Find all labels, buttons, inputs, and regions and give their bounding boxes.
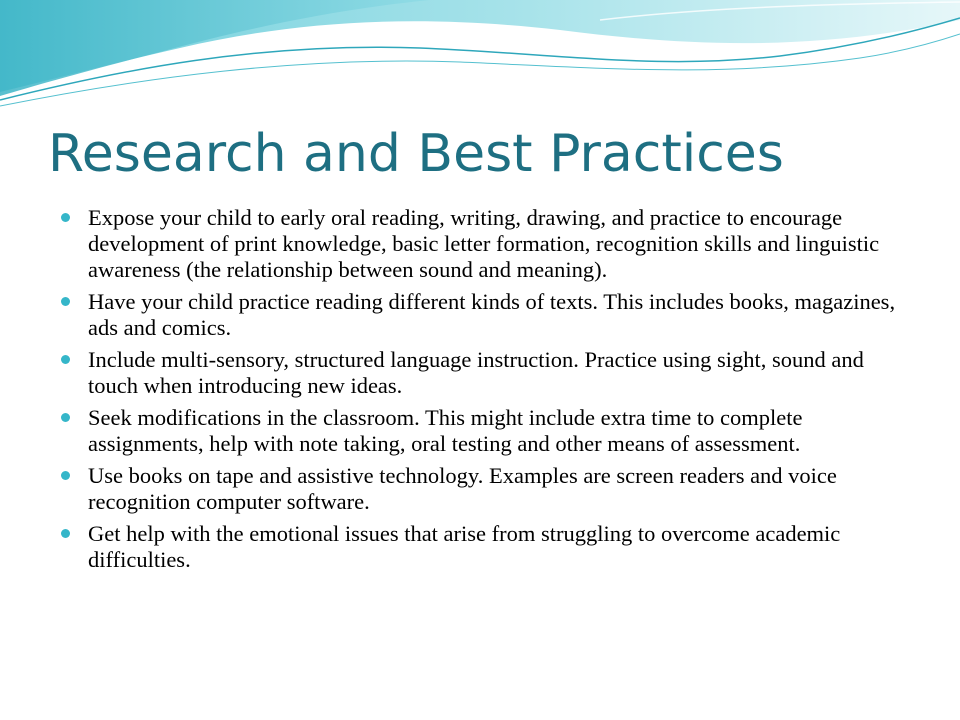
bullet-icon [61, 529, 70, 538]
bullet-text: Get help with the emotional issues that arise from struggling to overcome academic difficulties. [88, 521, 841, 572]
bullet-item [56, 521, 896, 573]
slide-title: Research and Best Practices [48, 124, 784, 184]
bullet-icon [61, 413, 70, 422]
bullet-item [56, 463, 896, 515]
bullet-icon [61, 297, 70, 306]
bullet-item [56, 405, 896, 457]
bullet-icon [61, 355, 70, 364]
bullet-item [56, 347, 896, 399]
bullet-text: Include multi-sensory, structured language instruction. Practice using sight, sound and touch when introducing new ideas. [88, 347, 864, 398]
bullet-icon [61, 471, 70, 480]
bullet-item [56, 205, 896, 283]
bullet-list [56, 205, 896, 579]
decorative-wave-header [0, 0, 960, 130]
bullet-text: Use books on tape and assistive technology. Examples are screen readers and voice recognition computer software. [88, 463, 837, 514]
bullet-item [56, 289, 896, 341]
bullet-icon [61, 213, 70, 222]
bullet-text: Have your child practice reading different kinds of texts. This includes books, magazines, ads and comics. [88, 289, 896, 340]
bullet-text: Seek modifications in the classroom. This might include extra time to complete assignments, help with note taking, oral testing and other means of assessment. [88, 405, 803, 456]
bullet-text: Expose your child to early oral reading, writing, drawing, and practice to encourage development of print knowledge, basic letter formation, recognition skills and linguistic awareness (the relationship between sound and meaning). [88, 205, 880, 282]
